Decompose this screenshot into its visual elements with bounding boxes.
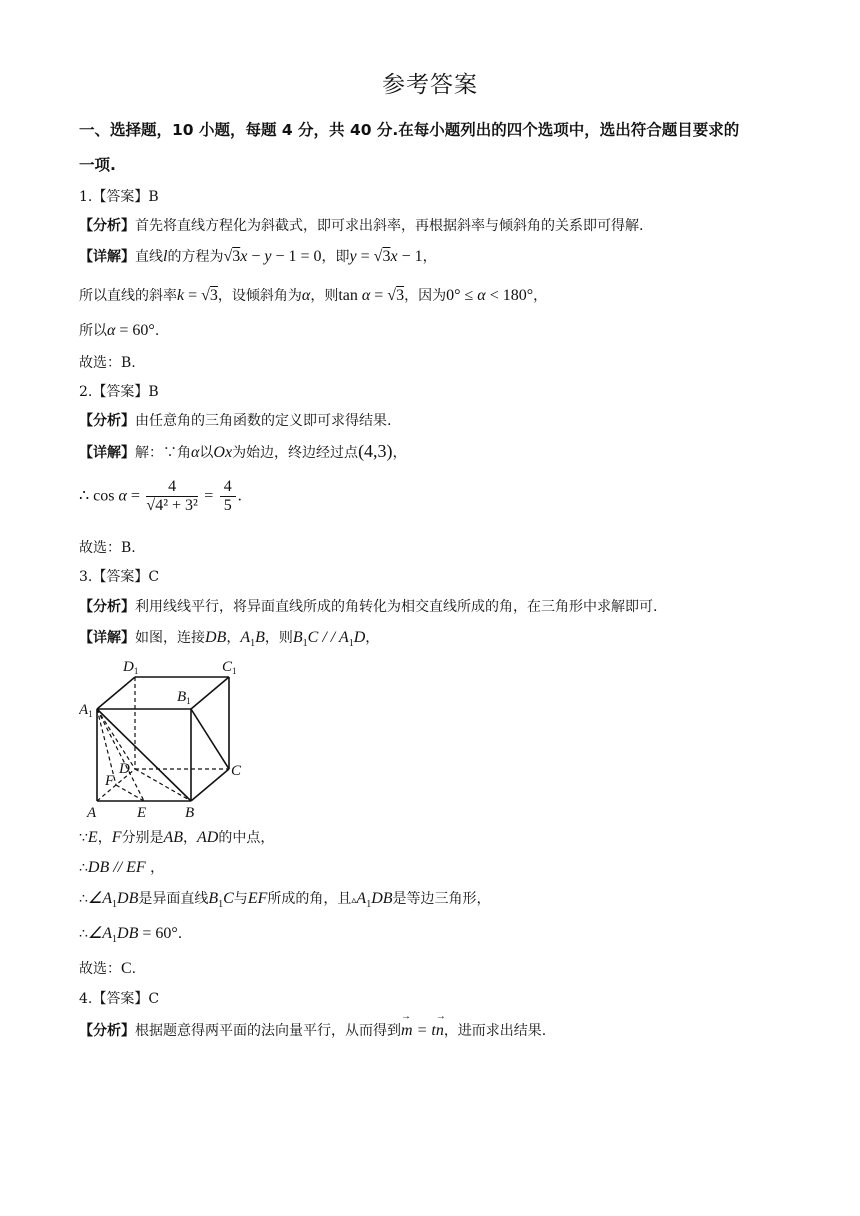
q1-line2-d: ，因为 bbox=[404, 288, 447, 304]
formula-l: l bbox=[163, 248, 168, 265]
svg-text:B1 bbox=[177, 689, 191, 706]
formula-alpha: α bbox=[301, 287, 311, 304]
label-sub: 1 bbox=[186, 696, 191, 706]
formula-point: (4,3) bbox=[358, 441, 393, 461]
q1-answer: 1.【答案】B bbox=[79, 189, 159, 205]
q1-detail-text-d: ， bbox=[422, 249, 437, 265]
q3-angle-line bbox=[79, 888, 491, 910]
q3-angle-text-b: 是异面直线 bbox=[138, 891, 209, 907]
detail-tag: 【详解】 bbox=[79, 445, 135, 461]
q1-detail-line2 bbox=[79, 285, 547, 305]
label-sub: 1 bbox=[88, 709, 93, 719]
label-a1: A bbox=[79, 702, 89, 718]
edge-b1-c1 bbox=[191, 677, 229, 709]
hidden-line-a1-d bbox=[97, 709, 135, 769]
q1-choice: 故选：B. bbox=[79, 355, 136, 371]
q4-answer: 4.【答案】C bbox=[79, 991, 160, 1007]
formula-ab: AB bbox=[163, 829, 184, 846]
formula-a1b: $A_1B$ bbox=[240, 629, 265, 650]
q2-analysis bbox=[79, 410, 391, 430]
formula-angle-60: $\angle A_1DB$ bbox=[87, 925, 139, 946]
comma: ， bbox=[183, 830, 198, 846]
q3-midpoints bbox=[79, 827, 274, 847]
comma: ， bbox=[97, 830, 112, 846]
q1-analysis-text: 首先将直线方程化为斜截式，即可求出斜率，再根据斜率与倾斜角的关系即可得解. bbox=[135, 218, 644, 234]
svg-text:A1 bbox=[79, 702, 93, 719]
analysis-tag: 【分析】 bbox=[79, 1023, 135, 1039]
edge-b-c bbox=[191, 769, 229, 801]
page-title: 参考答案 bbox=[382, 72, 478, 98]
q2-analysis-text: 由任意角的三角函数的定义即可求得结果. bbox=[135, 413, 392, 429]
formula-triangle: $▵A_1DB$ bbox=[351, 890, 393, 911]
q2-detail bbox=[79, 441, 407, 462]
therefore-symbol: ∴ bbox=[79, 891, 88, 907]
q4-analysis-b: ，进而求出结果. bbox=[443, 1023, 547, 1039]
formula-slope-form: y = √3x − 1 bbox=[349, 248, 423, 265]
q4-analysis bbox=[79, 1020, 546, 1040]
formula-k: k = √3 bbox=[177, 287, 218, 304]
q1-line2-b: ，设倾斜角为 bbox=[217, 288, 302, 304]
label-sub: 1 bbox=[232, 666, 237, 676]
formula-ox: Ox bbox=[213, 444, 233, 461]
q1-detail-text-b: 的方程为 bbox=[167, 249, 224, 265]
q1-line2-a: 所以直线的斜率 bbox=[79, 288, 177, 304]
q1-analysis bbox=[79, 215, 643, 235]
formula-f: F bbox=[111, 829, 122, 846]
q3-text-fenbie: 分别是 bbox=[121, 830, 164, 846]
formula-angle-a1db: $\angle A_1DB$ bbox=[87, 890, 139, 911]
q3-angle-text-e: 是等边三角形， bbox=[392, 891, 491, 907]
q3-analysis bbox=[79, 596, 657, 616]
q2-choice: 故选：B. bbox=[79, 540, 136, 556]
therefore-symbol: ∴ bbox=[79, 926, 88, 942]
q3-angle-result: $\therefore\angle A_1DB = 60^\circ$. bbox=[79, 925, 183, 946]
q3-detail-b: ， bbox=[226, 630, 241, 646]
detail-tag: 【详解】 bbox=[79, 630, 135, 646]
q3-choice-text: 故选： bbox=[79, 961, 121, 977]
analysis-tag: 【分析】 bbox=[79, 218, 135, 234]
formula-tan: tan α = √3 bbox=[338, 287, 405, 304]
therefore-symbol: ∴ bbox=[79, 860, 88, 876]
formula-line-eq: √3x − y − 1 = 0 bbox=[223, 248, 322, 265]
label-a: A bbox=[87, 805, 97, 821]
q3-choice bbox=[79, 958, 136, 978]
q1-line3-text: 所以 bbox=[79, 323, 107, 339]
choice-letter-c: C bbox=[121, 960, 132, 977]
q3-detail-a: 如图，连接 bbox=[135, 630, 205, 646]
q2-cos-formula bbox=[79, 478, 242, 515]
svg-text:C1 bbox=[222, 659, 237, 676]
label-sub: 1 bbox=[133, 666, 139, 676]
formula-db-ef: DB // EF bbox=[87, 859, 146, 876]
formula-b1c: $B_1C$ bbox=[208, 890, 234, 911]
fraction-1: $\frac{4}{\text{√4² + 3²}}$ bbox=[146, 478, 198, 514]
formula-mtn: → m = t→ n bbox=[401, 1022, 444, 1039]
svg-text:D1 bbox=[122, 659, 138, 676]
label-d1: D bbox=[123, 659, 134, 675]
q2-answer: 2.【答案】B bbox=[79, 384, 159, 400]
cube-figure bbox=[79, 655, 259, 823]
q3-db-parallel: ∴DB // EF ， bbox=[79, 859, 165, 876]
label-d: D bbox=[119, 761, 130, 777]
q2-detail-a: 解：∵角 bbox=[135, 445, 191, 461]
line-b1-c bbox=[191, 709, 229, 769]
period: . bbox=[237, 487, 242, 505]
q3-angle-text-c: 与 bbox=[233, 891, 248, 907]
period: . bbox=[131, 961, 137, 977]
q1-detail bbox=[79, 246, 437, 266]
formula-parallel: $B_1C$ / / $A_1D$ bbox=[292, 629, 366, 650]
detail-tag: 【详解】 bbox=[79, 249, 135, 265]
q2-detail-b: 以 bbox=[199, 445, 214, 461]
formula-alpha-60: α = 60° bbox=[107, 322, 155, 339]
q3-angle-text-d: 所成的角，且 bbox=[267, 891, 352, 907]
q3-text-midpoint: 的中点， bbox=[218, 830, 275, 846]
because-symbol: ∵ bbox=[79, 830, 88, 846]
formula-ef: EF bbox=[247, 890, 268, 907]
label-b1: B bbox=[177, 689, 187, 705]
q1-detail-text-a: 直线 bbox=[135, 249, 163, 265]
section-heading-line2: 一项. bbox=[79, 156, 116, 174]
analysis-tag: 【分析】 bbox=[79, 413, 135, 429]
q3-detail-d: ， bbox=[365, 630, 380, 646]
q3-detail bbox=[79, 627, 379, 649]
q3-answer: 3.【答案】C bbox=[79, 569, 160, 585]
q2-detail-d: ， bbox=[392, 445, 407, 461]
formula-e: E bbox=[87, 829, 98, 846]
analysis-tag: 【分析】 bbox=[79, 599, 135, 615]
formula-alpha: α bbox=[191, 444, 200, 461]
q1-line2-e: ， bbox=[533, 288, 548, 304]
q1-detail-line3: 所以α = 60°. bbox=[79, 322, 160, 339]
label-c: C bbox=[231, 763, 242, 779]
label-f: F bbox=[105, 773, 115, 789]
fraction-2: $\frac{4}{5}$ bbox=[220, 478, 236, 515]
label-e: E bbox=[137, 805, 147, 821]
label-c1: C bbox=[222, 659, 233, 675]
q3-detail-c: ，则 bbox=[264, 630, 293, 646]
equals-sign: = bbox=[204, 487, 214, 505]
label-b: B bbox=[185, 805, 195, 821]
formula-ad: AD bbox=[197, 829, 219, 846]
q1-line2-c: ，则 bbox=[310, 288, 339, 304]
formula-cos: ∴ cos α = bbox=[79, 487, 140, 505]
q4-analysis-a: 根据题意得两平面的法向量平行，从而得到 bbox=[135, 1023, 401, 1039]
q2-detail-c: 为始边，终边经过点 bbox=[232, 445, 359, 461]
edge-a1-d1 bbox=[97, 677, 135, 709]
formula-db: DB bbox=[205, 629, 227, 646]
formula-equals-60: = 60° bbox=[138, 925, 178, 942]
formula-range: 0° ≤ α < 180° bbox=[446, 287, 534, 304]
q1-detail-text-c: ，即 bbox=[321, 249, 350, 265]
q3-analysis-text: 利用线线平行，将异面直线所成的角转化为相交直线所成的角，在三角形中求解即可. bbox=[135, 599, 658, 615]
section-heading-line1: 一、选择题，10 小题，每题 4 分，共 40 分.在每小题列出的四个选项中，选出符合题目要求的 bbox=[79, 121, 740, 139]
